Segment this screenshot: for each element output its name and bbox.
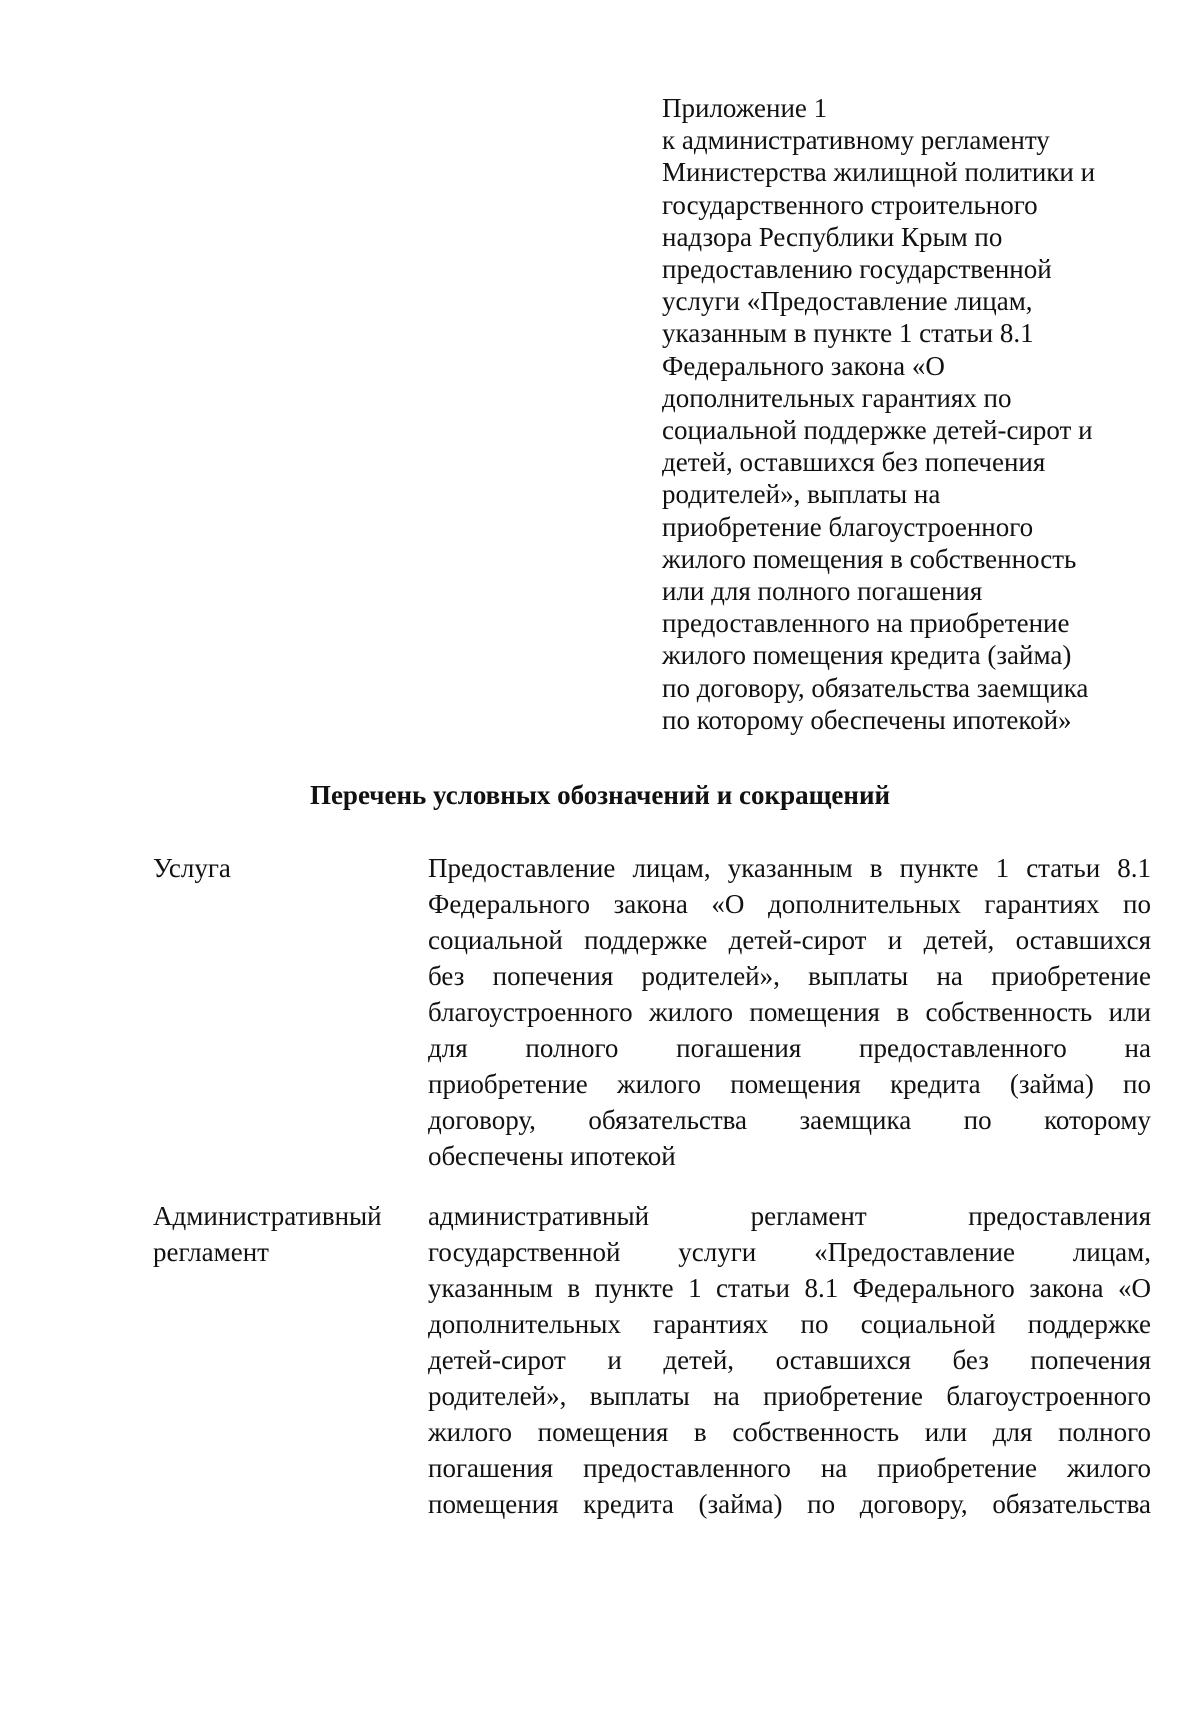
definition-desc-line: без попечения родителей», выплаты на приобретение [428,961,1151,991]
appendix-header-line: предоставленного на приобретение [662,608,1070,639]
appendix-header-line: Приложение 1 [662,93,828,123]
appendix-header-line: жилого помещения в собственность [662,543,1077,574]
definition-desc-line: родителей», выплаты на приобретение благоустроенного [428,1381,1151,1411]
appendix-header-line: жилого помещения кредита (займа) [662,640,1072,671]
appendix-header-line: по которому обеспечены ипотекой» [662,704,1072,735]
definition-description [428,1198,1151,1522]
definition-desc-line: детей-сирот и детей, оставшихся без попечения [428,1345,1151,1375]
appendix-header-line: или для полного погашения [662,576,983,607]
definition-desc-line: для полного погашения предоставленного на [428,1033,1151,1063]
definition-desc-line: указанным в пункте 1 статьи 8.1 Федерального закона «О [428,1273,1151,1303]
definition-description [428,850,1151,1174]
definition-row [153,1198,1153,1522]
appendix-header-line: услуги «Предоставление лицам, [662,286,1033,317]
document-title: Перечень условных обозначений и сокращений [309,780,891,810]
definition-desc-line: жилого помещения в собственность или для полного [428,1417,1151,1447]
definition-desc-line: Федерального закона «О дополнительных гарантиях по [428,889,1151,919]
definitions-list [153,850,1153,1546]
definition-desc-line: социальной поддержке детей-сирот и детей, оставшихся [428,925,1151,955]
definition-desc-line: договору, обязательства заемщика по которому [428,1105,1151,1135]
definition-desc-line: приобретение жилого помещения кредита (займа) по [428,1069,1151,1099]
appendix-header-line: по договору, обязательства заемщика [662,672,1089,703]
definition-term-line: Услуга [153,853,231,883]
appendix-header-line: предоставлению государственной [662,254,1052,285]
definition-desc-line: помещения кредита (займа) по договору, обязательства [428,1489,1151,1519]
appendix-header-line: дополнительных гарантиях по [662,382,1012,413]
appendix-header-line: приобретение благоустроенного [662,511,1034,542]
definition-desc-line: административный регламент предоставления [428,1201,1151,1231]
definition-term-line: Административный [153,1201,382,1231]
appendix-header-line: к административному регламенту [662,125,1050,156]
appendix-header-line: указанным в пункте 1 статьи 8.1 [662,318,1034,349]
definition-term [153,1198,428,1522]
appendix-header-line: родителей», выплаты на [662,479,941,510]
definition-desc-line: Предоставление лицам, указанным в пункте 1 статьи 8.1 [428,853,1151,883]
appendix-header-line: государственного строительного [662,189,1038,220]
definition-desc-line: обеспечены ипотекой [428,1141,676,1171]
definition-term-line: регламент [153,1237,269,1267]
appendix-header-line: социальной поддержке детей-сирот и [662,415,1093,446]
definition-term [153,850,428,1174]
appendix-header-line: надзора Республики Крым по [662,221,1003,252]
definition-desc-line: погашения предоставленного на приобретение жилого [428,1453,1151,1483]
definition-desc-line: дополнительных гарантиях по социальной поддержке [428,1309,1151,1339]
definition-desc-line: благоустроенного жилого помещения в собственность или [428,997,1151,1027]
appendix-header-line: детей, оставшихся без попечения [662,447,1046,478]
appendix-header-line: Министерства жилищной политики и [662,157,1096,188]
appendix-header [662,92,1142,736]
appendix-header-line: Федерального закона «О [662,350,945,381]
definition-desc-line: государственной услуги «Предоставление лицам, [428,1237,1151,1267]
definition-row [153,850,1153,1174]
